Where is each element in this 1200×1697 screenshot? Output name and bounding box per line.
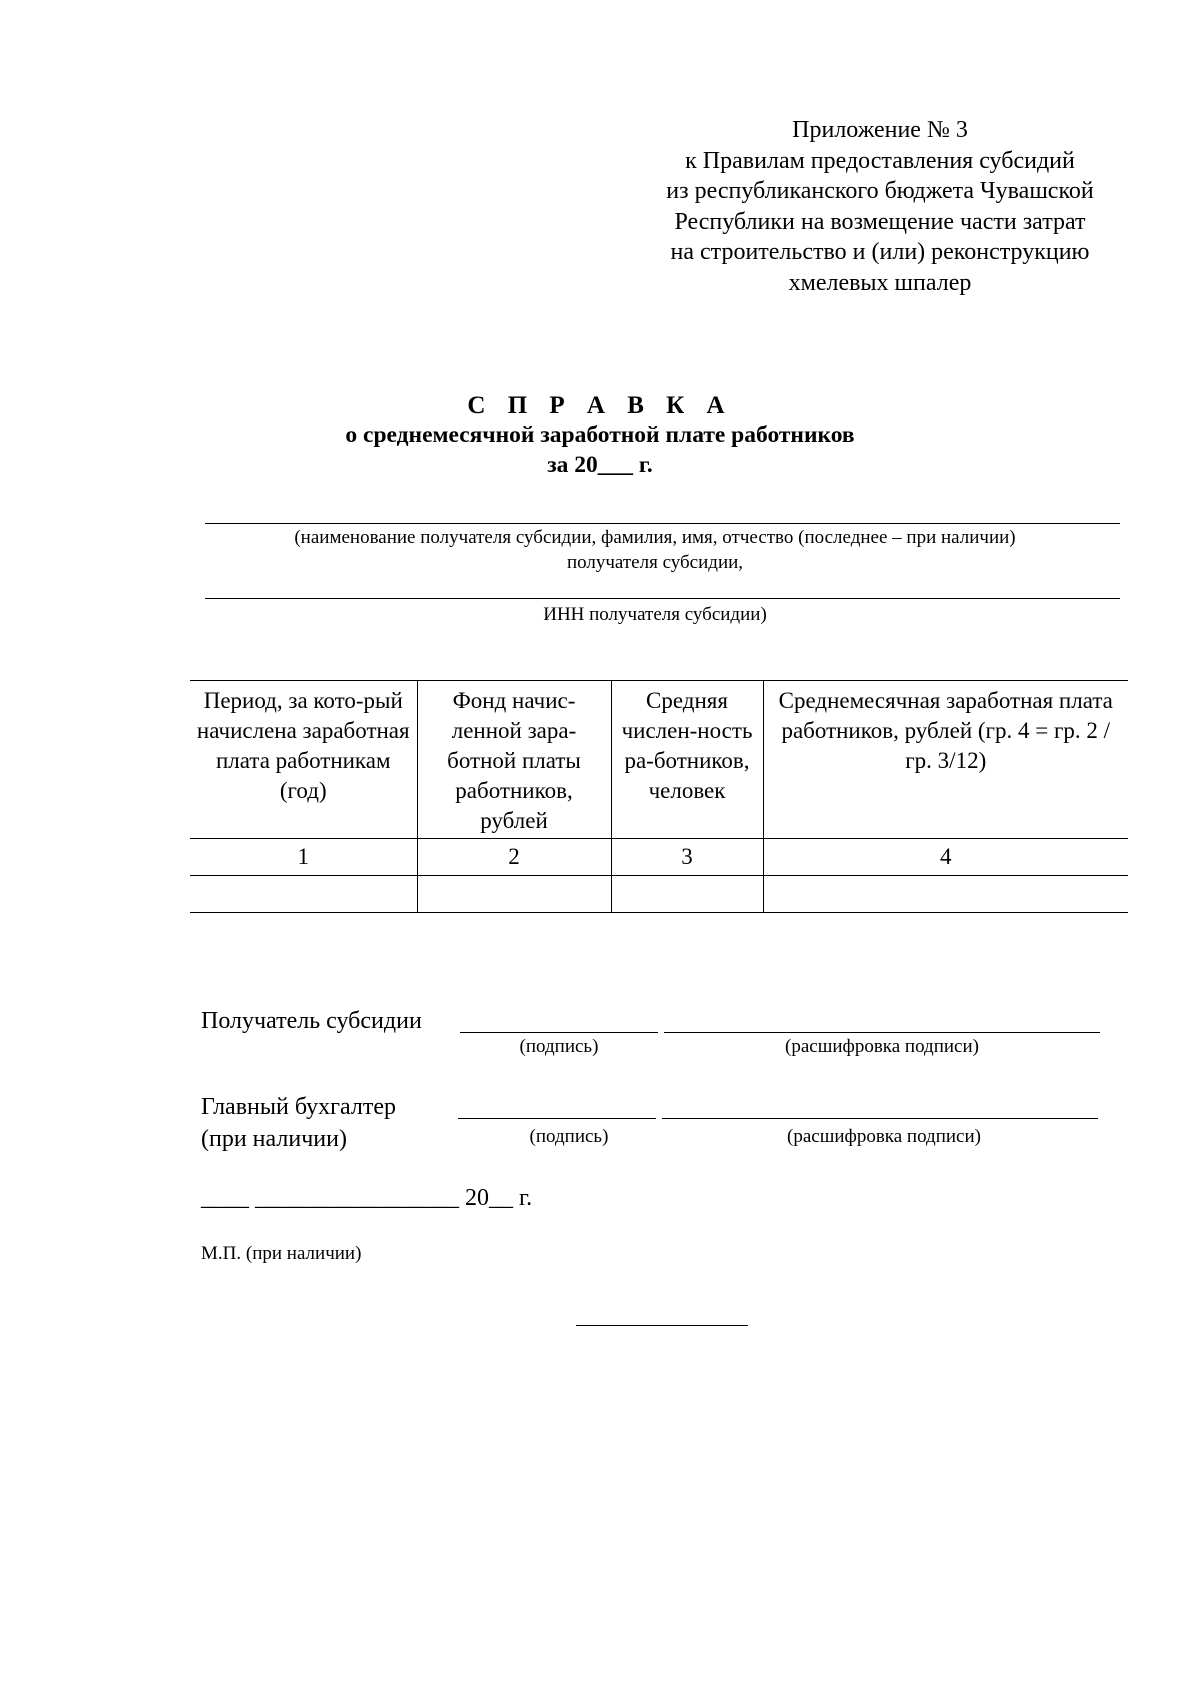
column-number: 4 xyxy=(763,839,1128,876)
annex-line: из республиканского бюджета Чувашской xyxy=(666,178,1094,204)
column-number: 2 xyxy=(417,839,611,876)
caption-line: получателя субсидии, xyxy=(566,552,744,573)
accountant-label-line: (при наличии) xyxy=(201,1126,347,1152)
decoding-caption: (расшифровка подписи) xyxy=(785,1036,979,1057)
stamp-label: М.П. (при наличии) xyxy=(201,1243,362,1264)
recipient-decoding-line[interactable] xyxy=(664,1032,1100,1033)
annex-line: к Правилам предоставления субсидий xyxy=(685,147,1075,174)
table-cell-headcount[interactable] xyxy=(611,876,763,913)
document-year-line: за 20___ г. xyxy=(547,452,653,478)
caption-line: (наименование получателя субсидии, фамилия, имя, отчество (последнее – при наличии) xyxy=(294,527,1016,548)
document-title: С П Р А В К А xyxy=(467,392,733,419)
signature-caption: (подпись) xyxy=(529,1126,609,1147)
table-cell-period[interactable] xyxy=(190,876,417,913)
column-number: 3 xyxy=(611,839,763,876)
salary-table xyxy=(190,680,1128,913)
annex-line: хмелевых шпалер xyxy=(788,269,972,296)
annex-line: Республики на возмещение части затрат xyxy=(674,208,1086,235)
annex-line: Приложение № 3 xyxy=(792,117,968,143)
table-column-numbers-row xyxy=(190,839,1128,876)
signature-caption: (подпись) xyxy=(519,1036,599,1057)
table-header-row xyxy=(190,681,1128,839)
header-fund: Фонд начис-ленной зара-ботной платы работников, рублей xyxy=(417,681,611,839)
accountant-label-line: Главный бухгалтер xyxy=(201,1094,396,1120)
inn-line[interactable] xyxy=(205,598,1120,599)
accountant-decoding-line[interactable] xyxy=(662,1118,1098,1119)
accountant-label xyxy=(201,1091,396,1155)
table-cell-fund[interactable] xyxy=(417,876,611,913)
recipient-name-caption xyxy=(190,525,1120,575)
table-cell-average-salary[interactable] xyxy=(763,876,1128,913)
date-line[interactable]: ____ _________________ 20__ г. xyxy=(201,1185,533,1211)
annex-header xyxy=(620,115,1140,298)
recipient-name-line[interactable] xyxy=(205,523,1120,524)
decoding-caption: (расшифровка подписи) xyxy=(787,1126,981,1147)
footer-divider xyxy=(576,1325,748,1326)
header-period: Период, за кото-рый начислена заработная плата работникам (год) xyxy=(190,681,417,839)
column-number: 1 xyxy=(190,839,417,876)
annex-line: на строительство и (или) реконструкцию xyxy=(670,239,1090,265)
recipient-signature-line[interactable] xyxy=(460,1032,658,1033)
recipient-label: Получатель субсидии xyxy=(201,1008,422,1034)
accountant-signature-line[interactable] xyxy=(458,1118,656,1119)
header-average-salary: Среднемесячная заработная плата работников, рублей (гр. 4 = гр. 2 / гр. 3/12) xyxy=(763,681,1128,839)
document-subtitle: о среднемесячной заработной плате работников xyxy=(345,422,855,448)
table-row xyxy=(190,876,1128,913)
inn-caption: ИНН получателя субсидии) xyxy=(543,604,767,625)
header-headcount: Средняя числен-ность ра-ботников, человек xyxy=(611,681,763,839)
